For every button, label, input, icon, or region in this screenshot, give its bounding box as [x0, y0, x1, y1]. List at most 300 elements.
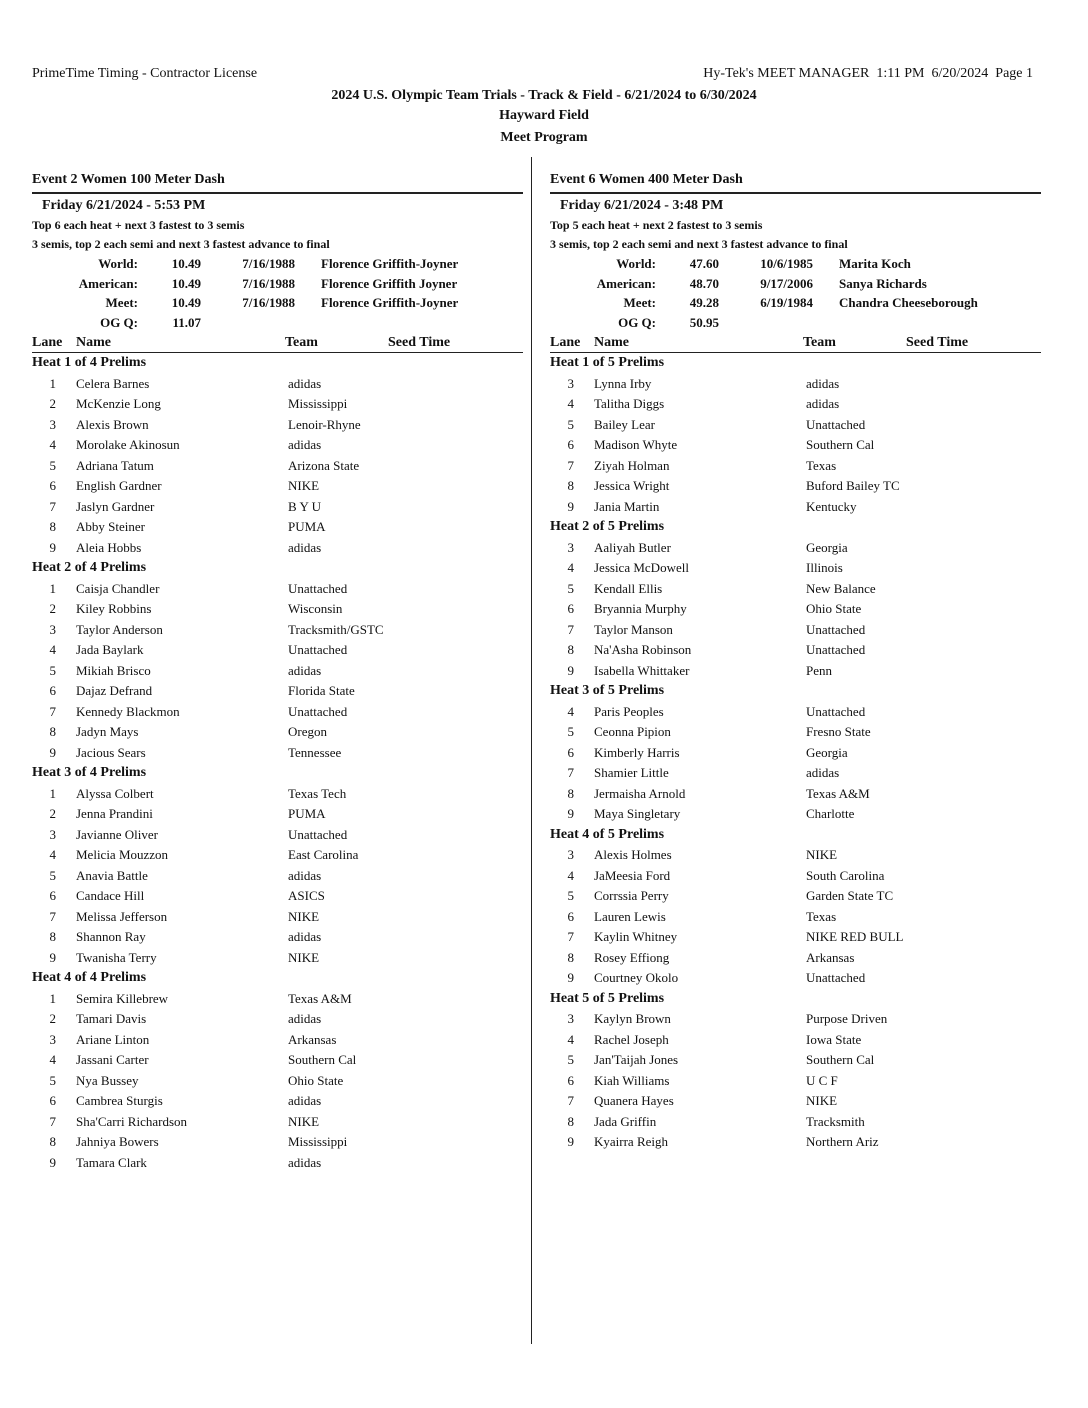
- athlete-name: Rachel Joseph: [594, 1031, 669, 1047]
- entry-row: [550, 784, 1041, 805]
- athlete-name: Kyairra Reigh: [594, 1134, 669, 1149]
- lane-number: 8: [567, 478, 574, 493]
- athlete-name: Tamari Davis: [76, 1011, 147, 1026]
- record-time: 50.95: [689, 314, 719, 330]
- team-name: Arizona State: [288, 457, 360, 473]
- entry-row: [32, 1091, 523, 1112]
- heat-heading: Heat 4 of 4 Prelims: [32, 970, 147, 985]
- header-license: PrimeTime Timing - Contractor License: [32, 66, 258, 81]
- entry-row: [550, 599, 1041, 620]
- record-date: 7/16/1988: [242, 256, 295, 271]
- event-date: Friday 6/21/2024 - 5:53 PM: [42, 198, 206, 213]
- lane-number: 3: [49, 1031, 56, 1047]
- athlete-name: Jania Martin: [594, 498, 660, 514]
- team-name: South Carolina: [806, 867, 885, 883]
- event-title: Event 6 Women 400 Meter Dash: [550, 171, 1041, 194]
- lane-number: 9: [567, 662, 574, 678]
- team-name: Georgia: [806, 539, 848, 555]
- lane-number: 5: [567, 580, 574, 596]
- athlete-name: Kaylyn Brown: [594, 1011, 671, 1026]
- team-name: Unattached: [806, 416, 866, 432]
- athlete-name: Kaylin Whitney: [594, 929, 678, 944]
- athlete-name: McKenzie Long: [76, 396, 161, 411]
- entry-row: [32, 1132, 523, 1153]
- record-date: 6/19/1984: [760, 295, 813, 310]
- athlete-name: Bryannia Murphy: [594, 601, 687, 616]
- record-row: [550, 293, 1041, 313]
- team-name: adidas: [288, 1093, 322, 1108]
- team-name: Southern Cal: [806, 437, 875, 452]
- advancement-rule: 3 semis, top 2 each semi and next 3 fastest advance to final: [32, 237, 330, 251]
- athlete-name: Jadyn Mays: [76, 724, 139, 739]
- lane-number: 8: [49, 929, 56, 944]
- team-name: Lenoir-Rhyne: [288, 416, 361, 432]
- team-name: Unattached: [806, 703, 866, 719]
- lane-number: 7: [49, 498, 56, 514]
- entry-row: [32, 374, 523, 395]
- entry-row: [32, 722, 523, 743]
- record-time: 10.49: [171, 256, 201, 271]
- lane-number: 7: [567, 621, 574, 637]
- team-name: Ohio State: [806, 601, 862, 616]
- athlete-name: Jan'Taijah Jones: [594, 1052, 679, 1067]
- athlete-name: Ceonna Pipion: [594, 724, 671, 739]
- athlete-name: Talitha Diggs: [594, 396, 665, 411]
- entry-row: [550, 948, 1041, 969]
- record-label: OG Q:: [618, 314, 656, 330]
- entry-row: [550, 476, 1041, 497]
- entry-row: [32, 743, 523, 764]
- entry-row: [550, 722, 1041, 743]
- team-name: Iowa State: [806, 1031, 862, 1047]
- team-name: Unattached: [288, 826, 348, 842]
- lane-number: 6: [567, 437, 574, 452]
- record-label: OG Q:: [100, 314, 138, 330]
- lane-number: 5: [567, 888, 574, 903]
- entry-row: [550, 804, 1041, 825]
- lane-number: 5: [49, 457, 56, 473]
- lane-number: 7: [49, 1113, 56, 1129]
- team-name: B Y U: [288, 498, 321, 514]
- record-holder: Florence Griffith Joyner: [321, 275, 458, 291]
- lane-number: 9: [567, 970, 574, 985]
- lane-number: 8: [567, 642, 574, 657]
- team-name: NIKE: [806, 847, 838, 862]
- athlete-name: Lauren Lewis: [594, 908, 666, 924]
- team-name: Texas Tech: [288, 785, 347, 801]
- athlete-name: Caisja Chandler: [76, 580, 160, 596]
- athlete-name: Kimberly Harris: [594, 744, 680, 760]
- athlete-name: Kennedy Blackmon: [76, 703, 180, 719]
- lane-number: 6: [49, 478, 56, 493]
- lane-number: 7: [567, 929, 574, 944]
- lane-number: 2: [49, 396, 56, 411]
- record-time: 47.60: [689, 256, 719, 271]
- athlete-name: Melissa Jefferson: [76, 908, 168, 924]
- athlete-name: Nya Bussey: [76, 1072, 139, 1088]
- lane-number: 2: [49, 601, 56, 616]
- athlete-name: Rosey Effiong: [594, 949, 670, 965]
- lane-number: 4: [49, 847, 56, 862]
- athlete-name: Jessica McDowell: [594, 560, 689, 575]
- team-name: Mississippi: [288, 396, 348, 411]
- team-name: Tennessee: [288, 744, 342, 760]
- event-date: Friday 6/21/2024 - 3:48 PM: [560, 198, 724, 213]
- entry-row: [32, 538, 523, 559]
- athlete-name: Isabella Whittaker: [594, 662, 690, 678]
- record-time: 10.49: [171, 295, 201, 310]
- team-name: PUMA: [288, 519, 326, 534]
- athlete-name: Candace Hill: [76, 888, 145, 903]
- heat-heading: Heat 3 of 4 Prelims: [32, 765, 147, 780]
- entry-row: [32, 640, 523, 661]
- athlete-name: Corrssia Perry: [594, 888, 669, 903]
- record-holder: Florence Griffith-Joyner: [321, 256, 459, 271]
- athlete-name: Tamara Clark: [76, 1154, 147, 1170]
- lane-number: 6: [567, 744, 574, 760]
- athlete-name: Semira Killebrew: [76, 990, 169, 1006]
- lane-number: 4: [49, 1052, 56, 1067]
- record-holder: Florence Griffith-Joyner: [321, 295, 459, 310]
- lane-number: 3: [49, 621, 56, 637]
- athlete-name: Lynna Irby: [594, 375, 652, 391]
- advancement-rule: 3 semis, top 2 each semi and next 3 fastest advance to final: [550, 237, 848, 251]
- lane-number: 5: [49, 867, 56, 883]
- lane-number: 7: [567, 765, 574, 780]
- entry-row: [32, 1112, 523, 1133]
- athlete-name: Adriana Tatum: [76, 457, 154, 473]
- lane-number: 4: [567, 867, 574, 883]
- lane-number: 1: [49, 580, 56, 596]
- team-name: Texas A&M: [288, 990, 352, 1006]
- entry-row: [32, 1030, 523, 1051]
- athlete-name: Mikiah Brisco: [76, 662, 151, 678]
- lane-number: 9: [49, 539, 56, 555]
- athlete-name: Alexis Brown: [76, 416, 149, 432]
- entry-row: [550, 415, 1041, 436]
- entry-row: [550, 927, 1041, 948]
- lane-number: 4: [567, 703, 574, 719]
- athlete-name: Aleia Hobbs: [76, 539, 142, 555]
- team-name: Buford Bailey TC: [806, 478, 900, 493]
- lane-number: 3: [567, 847, 574, 862]
- lane-number: 3: [567, 375, 574, 391]
- lane-number: 3: [567, 1011, 574, 1026]
- record-holder: Marita Koch: [839, 256, 911, 271]
- team-name: adidas: [806, 396, 840, 411]
- team-name: NIKE: [288, 478, 320, 493]
- entry-row: [550, 1091, 1041, 1112]
- lane-number: 8: [567, 785, 574, 801]
- lane-header: Lane: [550, 335, 581, 350]
- lane-number: 7: [49, 908, 56, 924]
- entry-row: [550, 1050, 1041, 1071]
- athlete-name: Dajaz Defrand: [76, 683, 153, 698]
- lane-number: 3: [49, 826, 56, 842]
- entry-row: [32, 1050, 523, 1071]
- entry-row: [550, 763, 1041, 784]
- entry-row: [32, 927, 523, 948]
- entry-row: [32, 825, 523, 846]
- entry-row: [550, 435, 1041, 456]
- lane-number: 6: [567, 1072, 574, 1088]
- entry-row: [32, 1071, 523, 1092]
- team-name: Unattached: [806, 621, 866, 637]
- team-name: adidas: [288, 1154, 322, 1170]
- record-time: 11.07: [172, 314, 201, 330]
- record-date: [201, 313, 295, 333]
- team-name: Kentucky: [806, 498, 857, 514]
- athlete-name: Twanisha Terry: [76, 949, 157, 965]
- record-time: 49.28: [689, 295, 719, 310]
- team-name: Unattached: [806, 970, 866, 985]
- athlete-name: Taylor Manson: [594, 621, 673, 637]
- entry-row: [32, 866, 523, 887]
- lane-number: 2: [49, 806, 56, 821]
- athlete-name: Alyssa Colbert: [76, 785, 154, 801]
- lane-number: 8: [49, 1134, 56, 1149]
- entry-row: [32, 907, 523, 928]
- record-time: 48.70: [689, 275, 719, 291]
- entry-row: [550, 1030, 1041, 1051]
- name-header: Name: [76, 335, 111, 350]
- record-date: 7/16/1988: [242, 295, 295, 310]
- entry-row: [32, 702, 523, 723]
- event-column-left: [32, 171, 523, 1173]
- team-name: NIKE: [806, 1093, 838, 1108]
- record-row: [550, 313, 1041, 333]
- team-name: Unattached: [288, 580, 348, 596]
- athlete-name: Jacious Sears: [76, 744, 146, 760]
- lane-number: 5: [49, 662, 56, 678]
- team-name: Oregon: [288, 724, 327, 739]
- entry-row: [32, 456, 523, 477]
- team-name: Mississippi: [288, 1134, 348, 1149]
- heat-heading: Heat 4 of 5 Prelims: [550, 826, 665, 842]
- athlete-name: Na'Asha Robinson: [594, 642, 692, 657]
- lane-number: 8: [567, 949, 574, 965]
- team-name: Fresno State: [806, 724, 871, 739]
- heat-heading: Heat 2 of 4 Prelims: [32, 560, 147, 575]
- lane-number: 7: [567, 1093, 574, 1108]
- lane-number: 6: [49, 888, 56, 903]
- team-name: adidas: [806, 375, 840, 391]
- lane-number: 5: [49, 1072, 56, 1088]
- entry-row: [550, 702, 1041, 723]
- team-name: NIKE RED BULL: [806, 929, 904, 944]
- entry-row: [550, 886, 1041, 907]
- lane-number: 1: [49, 990, 56, 1006]
- entry-row: [550, 866, 1041, 887]
- team-name: Northern Ariz: [806, 1134, 879, 1149]
- record-date: 7/16/1988: [242, 275, 295, 291]
- lane-number: 9: [567, 498, 574, 514]
- athlete-name: Shannon Ray: [76, 929, 146, 944]
- team-name: Tracksmith: [806, 1113, 865, 1129]
- lane-number: 5: [567, 724, 574, 739]
- lane-number: 6: [567, 908, 574, 924]
- entry-row: [550, 374, 1041, 395]
- lane-number: 9: [567, 1134, 574, 1149]
- record-label: Meet:: [105, 295, 138, 310]
- record-label: Meet:: [623, 295, 656, 310]
- athlete-name: Jessica Wright: [594, 478, 670, 493]
- lane-header: Lane: [32, 335, 63, 350]
- lane-number: 8: [49, 724, 56, 739]
- team-name: Arkansas: [288, 1031, 337, 1047]
- team-name: PUMA: [288, 806, 326, 821]
- entry-row: [550, 1112, 1041, 1133]
- entry-row: [32, 784, 523, 805]
- athlete-name: Jassani Carter: [76, 1052, 149, 1067]
- entry-row: [32, 497, 523, 518]
- team-name: Purpose Driven: [806, 1011, 888, 1026]
- team-name: Wisconsin: [288, 601, 343, 616]
- lane-number: 1: [49, 375, 56, 391]
- team-name: adidas: [288, 539, 322, 555]
- team-name: Texas: [806, 908, 837, 924]
- seed-time-header: Seed Time: [388, 335, 451, 350]
- record-date: 10/6/1985: [760, 256, 813, 271]
- team-name: Tracksmith/GSTC: [288, 621, 384, 637]
- entry-row: [32, 989, 523, 1010]
- heat-heading: Heat 1 of 5 Prelims: [550, 355, 665, 370]
- event-title: Event 2 Women 100 Meter Dash: [32, 171, 523, 194]
- athlete-name: Sha'Carri Richardson: [76, 1113, 188, 1129]
- athlete-name: Maya Singletary: [594, 806, 681, 821]
- heat-heading: Heat 2 of 5 Prelims: [550, 519, 665, 534]
- athlete-name: Cambrea Sturgis: [76, 1093, 163, 1108]
- entry-row: [32, 435, 523, 456]
- entry-row: [32, 681, 523, 702]
- team-header: Team: [285, 335, 318, 350]
- athlete-name: Paris Peoples: [594, 703, 664, 719]
- team-name: Unattached: [806, 642, 866, 657]
- athlete-name: Kiah Williams: [594, 1072, 670, 1088]
- entry-row: [550, 661, 1041, 682]
- entry-row: [550, 1132, 1041, 1153]
- heat-heading: Heat 1 of 4 Prelims: [32, 355, 147, 370]
- lane-number: 4: [567, 396, 574, 411]
- lane-number: 5: [567, 416, 574, 432]
- athlete-name: Jenna Prandini: [76, 806, 153, 821]
- team-name: Ohio State: [288, 1072, 344, 1088]
- lane-number: 7: [567, 457, 574, 473]
- entry-row: [550, 743, 1041, 764]
- entry-row: [32, 948, 523, 969]
- entry-row: [32, 661, 523, 682]
- entry-row: [550, 1071, 1041, 1092]
- athlete-name: Morolake Akinosun: [76, 437, 180, 452]
- team-name: Southern Cal: [288, 1052, 357, 1067]
- athlete-name: Quanera Hayes: [594, 1093, 674, 1108]
- lane-number: 4: [567, 560, 574, 575]
- lane-number: 8: [567, 1113, 574, 1129]
- team-name: Charlotte: [806, 806, 855, 821]
- meet-title: 2024 U.S. Olympic Team Trials - Track & Field - 6/21/2024 to 6/30/2024: [331, 88, 757, 103]
- entry-row: [32, 394, 523, 415]
- athlete-name: Jada Baylark: [76, 642, 144, 657]
- record-holder: Sanya Richards: [839, 275, 927, 291]
- athlete-name: Jahniya Bowers: [76, 1134, 159, 1149]
- header-meet-manager: Hy-Tek's MEET MANAGER 1:11 PM 6/20/2024 Page 1: [703, 66, 1033, 81]
- record-label: World:: [98, 256, 138, 271]
- team-name: Illinois: [806, 560, 843, 575]
- entry-row: [32, 599, 523, 620]
- athlete-name: Shamier Little: [594, 765, 669, 780]
- athlete-name: Javianne Oliver: [76, 826, 158, 842]
- lane-number: 3: [567, 539, 574, 555]
- lane-number: 5: [567, 1052, 574, 1067]
- athlete-name: Kiley Robbins: [76, 601, 152, 616]
- team-name: adidas: [288, 662, 322, 678]
- entry-row: [32, 1153, 523, 1174]
- entry-row: [550, 538, 1041, 559]
- athlete-name: Melicia Mouzzon: [76, 847, 169, 862]
- heat-heading: Heat 3 of 5 Prelims: [550, 683, 665, 698]
- entry-row: [32, 476, 523, 497]
- entry-row: [550, 845, 1041, 866]
- entry-row: [32, 804, 523, 825]
- program-subtitle: Meet Program: [500, 130, 588, 145]
- athlete-name: Ariane Linton: [76, 1031, 150, 1047]
- team-name: adidas: [288, 437, 322, 452]
- advancement-rule: Top 6 each heat + next 3 fastest to 3 semis: [32, 218, 245, 232]
- lane-number: 6: [567, 601, 574, 616]
- team-name: adidas: [288, 867, 322, 883]
- athlete-name: Madison Whyte: [594, 437, 678, 452]
- column-header: [550, 332, 1041, 353]
- athlete-name: Ziyah Holman: [594, 457, 670, 473]
- advancement-rule: Top 5 each heat + next 2 fastest to 3 semis: [550, 218, 763, 232]
- team-name: Unattached: [288, 642, 348, 657]
- entry-row: [32, 517, 523, 538]
- lane-number: 1: [49, 785, 56, 801]
- record-row: [550, 274, 1041, 294]
- team-name: New Balance: [806, 580, 876, 596]
- column-divider: [531, 157, 532, 1344]
- lane-number: 4: [567, 1031, 574, 1047]
- record-holder: Chandra Cheeseborough: [839, 295, 978, 310]
- entry-row: [32, 415, 523, 436]
- athlete-name: Taylor Anderson: [76, 621, 163, 637]
- team-name: Texas: [806, 457, 837, 473]
- event-column-right: [550, 171, 1041, 1153]
- entry-row: [550, 394, 1041, 415]
- entry-row: [550, 497, 1041, 518]
- team-name: NIKE: [288, 949, 320, 965]
- record-label: American:: [596, 275, 656, 291]
- entry-row: [32, 1009, 523, 1030]
- seed-time-header: Seed Time: [906, 335, 969, 350]
- column-header: [32, 332, 523, 353]
- team-name: Garden State TC: [806, 888, 894, 903]
- lane-number: 8: [49, 519, 56, 534]
- team-name: Arkansas: [806, 949, 855, 965]
- athlete-name: Anavia Battle: [76, 867, 148, 883]
- entry-row: [550, 907, 1041, 928]
- team-name: Texas A&M: [806, 785, 870, 801]
- team-name: NIKE: [288, 1113, 320, 1129]
- record-label: World:: [616, 256, 656, 271]
- record-row: [32, 293, 523, 313]
- team-name: ASICS: [288, 888, 325, 903]
- athlete-name: Jermaisha Arnold: [594, 785, 686, 801]
- team-name: U C F: [806, 1072, 838, 1088]
- name-header: Name: [594, 335, 629, 350]
- athlete-name: English Gardner: [76, 478, 162, 493]
- team-name: East Carolina: [288, 847, 359, 862]
